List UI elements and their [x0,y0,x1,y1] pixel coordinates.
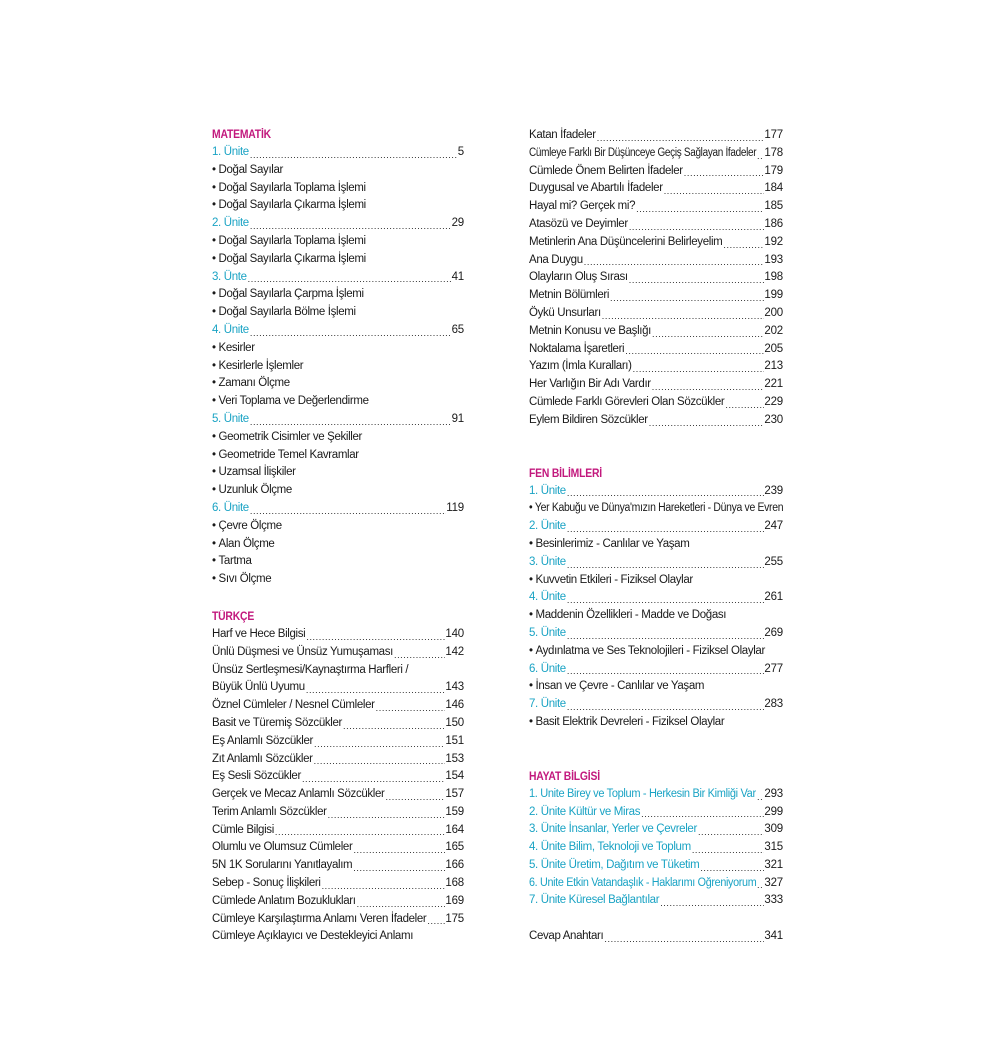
toc-entry-page: 341 [764,930,783,943]
toc-entry-page: 165 [445,841,464,854]
toc-entry-label: • Tartma [212,553,252,571]
toc-entry-page: 277 [764,662,783,675]
toc-entry-page: 143 [445,681,464,694]
dot-leader [249,144,458,162]
toc-entry[interactable] [529,127,783,145]
toc-subitem [212,536,464,554]
toc-entry-label: • Kesirlerle İşlemler [212,358,303,376]
toc-entry-label: • Besinlerimiz - Canlılar ve Yaşam [529,536,689,554]
dot-leader [305,679,446,697]
toc-entry[interactable] [212,644,464,662]
section-title-turkce: TÜRKÇE [212,610,255,623]
toc-unit-entry[interactable] [529,625,783,643]
toc-entry-label: • Maddenin Özellikleri - Madde ve Doğası [529,607,726,625]
dot-leader [603,928,764,946]
toc-entry[interactable] [529,875,783,893]
dot-leader [583,252,765,270]
toc-entry-label: • Doğal Sayılarla Toplama İşlemi [212,233,366,251]
section-title-fen: FEN BİLİMLERİ [529,467,602,480]
toc-entry-page: 309 [764,823,783,836]
dot-leader [659,892,764,910]
toc-entry-label: • Uzunluk Ölçme [212,482,292,500]
toc-unit-entry[interactable] [212,215,464,233]
toc-entry-page: 239 [764,484,783,497]
toc-entry-label: Hayal mi? Gerçek mi? [529,200,636,213]
toc-entry[interactable] [212,857,464,875]
toc-entry-label: 1. Ünite Birey ve Toplum - Herkesin Bir Kimliği Var [529,787,756,800]
toc-entry-page: 185 [764,200,783,213]
toc-entry-page: 199 [764,289,783,302]
toc-unit-entry[interactable] [529,518,783,536]
toc-entry-label: • Doğal Sayılar [212,162,283,180]
dot-leader [301,768,445,786]
toc-subitem [212,375,464,393]
toc-entry [212,928,464,946]
toc-entry-page: 261 [764,591,783,604]
dot-leader [722,234,764,252]
toc-entry-page: 299 [764,805,783,818]
dot-leader [305,626,445,644]
toc-entry[interactable] [529,145,783,163]
toc-entry-label: • Doğal Sayılarla Çıkarma İşlemi [212,251,366,269]
toc-entry[interactable] [529,323,783,341]
dot-leader [566,589,765,607]
toc-entry-page: 327 [764,876,783,889]
toc-entry-label: Katan İfadeler [529,129,596,141]
toc-list-turkce-continued [529,127,783,430]
toc-entry-label: • İnsan ve Çevre - Canlılar ve Yaşam [529,678,704,696]
toc-entry-label: Terim Anlamlı Sözcükler [212,805,327,818]
toc-entry[interactable] [529,198,783,216]
dot-leader [724,394,764,412]
toc-entry-label: Cümleye Açıklayıcı ve Destekleyici Anlamı [212,930,414,943]
toc-subitem [529,607,783,625]
toc-entry-label: • Geometride Temel Kavramlar [212,447,359,465]
dot-leader [628,269,765,287]
toc-subitem [212,251,464,269]
toc-entry-label: Atasözü ve Deyimler [529,217,628,230]
toc-entry-label: • Doğal Sayılarla Çıkarma İşlemi [212,197,366,215]
dot-leader [385,786,446,804]
toc-entry-label: • Kuvvetin Etkileri - Fiziksel Olaylar [529,572,693,590]
toc-entry-label: • Doğal Sayılarla Toplama İşlemi [212,180,366,198]
dot-leader [566,661,765,679]
toc-unit-entry[interactable] [212,500,464,518]
toc-subitem [212,571,464,589]
toc-entry[interactable] [212,804,464,822]
toc-entry-label: • Kesirler [212,340,255,358]
toc-entry-page: 229 [764,395,783,408]
toc-unit-entry[interactable] [212,269,464,287]
toc-entry-label: Cümlede Farklı Görevleri Olan Sözcükler [529,395,725,408]
dot-leader [356,893,446,911]
toc-entry-label: Ünsüz Sertleşmesi/Kaynaştırma Harfleri / [212,663,409,676]
toc-entry[interactable] [529,412,783,430]
dot-leader [628,216,765,234]
toc-entry-label: 3. Ünte [212,270,247,283]
toc-entry-label: 6. Ünite [212,501,249,514]
toc-entry-label: 3. Ünite İnsanlar, Yerler ve Çevreler [529,823,697,836]
toc-entry-page: 192 [764,235,783,248]
toc-entry-page: 177 [764,129,783,141]
toc-entry-page: 65 [451,323,464,336]
toc-entry[interactable] [212,893,464,911]
toc-entry-label: • Uzamsal İlişkiler [212,464,296,482]
toc-entry[interactable] [212,715,464,733]
toc-entry-page: 283 [764,698,783,711]
toc-entry-label: Her Varlığın Bir Adı Vardır [529,378,651,391]
toc-entry-label: 4. Ünite [529,591,566,604]
toc-entry-label: 1. Ünite [212,146,249,158]
dot-leader [566,625,765,643]
dot-leader [596,127,765,145]
toc-list-fen [529,483,783,732]
toc-entry-page: 321 [764,858,783,871]
toc-entry-label: Yazım (İmla Kuralları) [529,360,632,373]
toc-entry[interactable] [212,911,464,929]
toc-entry-label: Eş Sesli Sözcükler [212,770,301,783]
toc-entry-page: 178 [764,146,783,159]
dot-leader [635,198,764,216]
toc-unit-entry[interactable] [529,554,783,572]
toc-subitem [212,447,464,465]
toc-subitem [529,678,783,696]
dot-leader [651,376,765,394]
toc-entry-label: • Doğal Sayılarla Çarpma İşlemi [212,286,364,304]
dot-leader [566,518,765,536]
dot-leader [274,822,445,840]
dot-leader [327,804,446,822]
dot-leader [756,786,764,804]
toc-entry[interactable] [529,857,783,875]
toc-subitem [212,429,464,447]
dot-leader [247,269,452,287]
toc-entry-label: Ünlü Düşmesi ve Ünsüz Yumuşaması [212,645,393,658]
toc-entry-label: 5. Ünite Üretim, Dağıtım ve Tüketim [529,858,700,871]
toc-entry-label: Gerçek ve Mecaz Anlamlı Sözcükler [212,788,385,801]
toc-entry-label: 5. Ünite [529,626,566,639]
toc-entry-label: Sebep - Sonuç İlişkileri [212,877,321,890]
toc-entry-label: Eylem Bildiren Sözcükler [529,413,648,426]
dot-leader [375,697,446,715]
toc-subitem [212,233,464,251]
dot-leader [566,483,765,501]
toc-entry[interactable] [529,892,783,910]
toc-entry-label: Metnin Konusu ve Başlığı [529,324,652,337]
toc-entry-label: Noktalama İşaretleri [529,342,625,355]
dot-leader [648,412,765,430]
toc-entry[interactable] [529,839,783,857]
toc-subitem [529,500,783,518]
toc-entry-page: 255 [764,555,783,568]
toc-subitem [212,518,464,536]
toc-entry-page: 29 [451,217,464,230]
toc-entry-page: 151 [445,734,464,747]
dot-leader [249,500,446,518]
toc-subitem [529,643,783,661]
toc-unit-entry[interactable] [529,483,783,501]
toc-entry-page: 198 [764,271,783,284]
dot-leader [640,804,764,822]
toc-subitem [212,162,464,180]
toc-unit-entry[interactable] [212,322,464,340]
toc-entry[interactable] [529,341,783,359]
dot-leader [601,305,765,323]
dot-leader [651,323,764,341]
toc-entry[interactable] [212,697,464,715]
dot-leader [249,411,452,429]
toc-entry-label: 5. Ünite [212,412,249,425]
toc-entry-label: Cümlede Anlatım Bozuklukları [212,894,356,907]
toc-entry[interactable] [529,786,783,804]
toc-entry[interactable] [529,287,783,305]
toc-entry-label: Metnin Bölümleri [529,289,610,302]
toc-entry[interactable] [529,804,783,822]
dot-leader [683,163,765,181]
toc-entry-label: Ana Duygu [529,253,583,266]
section-title-matematik: MATEMATİK [212,129,271,141]
toc-entry-page: 169 [445,894,464,907]
toc-entry-label: Basit ve Türemiş Sözcükler [212,716,343,729]
toc-entry[interactable] [529,394,783,412]
toc-subitem [212,482,464,500]
dot-leader [426,911,445,929]
toc-subitem [212,340,464,358]
toc-entry[interactable] [529,234,783,252]
toc-entry-page: 179 [764,164,783,177]
dot-leader [321,875,446,893]
toc-entry[interactable] [529,180,783,198]
dot-leader [699,857,764,875]
dot-leader [393,644,445,662]
toc-entry-page: 175 [445,912,464,925]
toc-entry-page: 157 [445,788,464,801]
toc-entry-label: 4. Ünite Bilim, Teknoloji ve Toplum [529,841,691,854]
dot-leader [352,857,445,875]
section-title-hayat: HAYAT BİLGİSİ [529,770,600,783]
toc-entry-label: • Basit Elektrik Devreleri - Fiziksel Olaylar [529,714,724,732]
toc-entry-label: 5N 1K Sorularını Yanıtlayalım [212,859,353,872]
toc-entry-page: 200 [764,306,783,319]
toc-entry-page: 168 [445,877,464,890]
toc-entry-label: Cümleye Farklı Bir Düşünceye Geçiş Sağlayan İfadeler [529,146,757,159]
toc-entry-label: • Alan Ölçme [212,536,274,554]
toc-entry-page: 247 [764,520,783,533]
dot-leader [313,751,446,769]
toc-subitem [529,536,783,554]
toc-entry[interactable] [529,376,783,394]
toc-entry-label: 2. Ünite [212,217,249,230]
toc-entry-label: Olayların Oluş Sırası [529,271,628,284]
toc-subitem [212,393,464,411]
toc-entry-label: 7. Ünite Küresel Bağlantılar [529,894,660,907]
toc-entry-cevap[interactable] [529,928,783,946]
toc-entry [212,662,464,680]
toc-entry-page: 119 [446,501,464,514]
toc-entry[interactable] [212,839,464,857]
toc-entry-page: 164 [445,823,464,836]
toc-entry[interactable] [529,163,783,181]
toc-entry[interactable] [212,679,464,697]
toc-entry-page: 186 [764,217,783,230]
toc-entry[interactable] [529,305,783,323]
toc-entry-page: 193 [764,253,783,266]
toc-subitem [212,464,464,482]
toc-list-turkce [212,626,464,946]
toc-unit-entry[interactable] [529,696,783,714]
toc-entry-label: 2. Ünite Kültür ve Miras [529,805,641,818]
toc-entry-page: 230 [764,413,783,426]
toc-entry[interactable] [212,875,464,893]
toc-entry-label: Eş Anlamlı Sözcükler [212,734,314,747]
toc-entry-label: 4. Ünite [212,323,249,336]
toc-entry[interactable] [212,751,464,769]
toc-entry[interactable] [212,822,464,840]
toc-entry-page: 140 [445,627,464,640]
toc-entry[interactable] [212,626,464,644]
dot-leader [756,875,764,893]
toc-entry-page: 150 [445,716,464,729]
toc-entry-label: Harf ve Hece Bilgisi [212,627,306,640]
toc-entry[interactable] [529,821,783,839]
toc-subitem [212,286,464,304]
toc-subitem [212,180,464,198]
toc-entry-page: 213 [764,360,783,373]
toc-entry-label: Cümleye Karşılaştırma Anlamı Veren İfadeler [212,912,427,925]
toc-subitem [212,197,464,215]
toc-unit-entry[interactable] [529,589,783,607]
toc-entry-label: Cümle Bilgisi [212,823,274,836]
toc-entry-label: 1. Ünite [529,484,566,497]
toc-subitem [212,553,464,571]
toc-entry-label: 7. Ünite [529,698,566,711]
toc-entry-label: 2. Ünite [529,520,566,533]
toc-entry-label: • Zamanı Ölçme [212,375,290,393]
dot-leader [632,358,765,376]
toc-entry-page: 221 [764,378,783,391]
toc-entry[interactable] [529,269,783,287]
toc-entry-page: 154 [445,770,464,783]
toc-entry-page: 142 [445,645,464,658]
toc-entry[interactable] [529,216,783,234]
dot-leader [624,341,764,359]
toc-list-matematik [212,144,464,589]
toc-subitem [212,304,464,322]
toc-entry-page: 205 [764,342,783,355]
toc-subitem [529,714,783,732]
dot-leader [352,839,445,857]
toc-entry[interactable] [529,252,783,270]
dot-leader [342,715,445,733]
toc-entry-page: 293 [764,787,783,800]
toc-entry-label: Öykü Unsurları [529,306,601,319]
toc-entry-page: 202 [764,324,783,337]
toc-entry[interactable] [212,733,464,751]
toc-entry-label: • Çevre Ölçme [212,518,282,536]
toc-entry-label: 3. Ünite [529,555,566,568]
toc-entry-page: 166 [445,859,464,872]
toc-entry-label: 6. Ünite [529,662,566,675]
toc-entry[interactable] [212,786,464,804]
toc-unit-entry[interactable] [212,144,464,162]
toc-entry-page: 315 [764,841,783,854]
toc-entry-label: Cümlede Önem Belirten İfadeler [529,164,683,177]
toc-entry-page: 5 [457,146,464,158]
toc-entry-label: Cevap Anahtarı [529,930,604,943]
toc-entry-label: Zıt Anlamlı Sözcükler [212,752,313,765]
dot-leader [313,733,445,751]
dot-leader [249,215,452,233]
dot-leader [697,821,764,839]
toc-list-hayat [529,786,783,911]
toc-entry-page: 41 [451,270,464,283]
toc-entry-page: 184 [764,182,783,195]
toc-entry-label: • Geometrik Cisimler ve Şekiller [212,429,362,447]
left-column [212,127,464,946]
dot-leader [609,287,764,305]
toc-entry-label: Olumlu ve Olumsuz Cümleler [212,841,353,854]
toc-entry-label: • Doğal Sayılarla Bölme İşlemi [212,304,356,322]
toc-entry-label: Duygusal ve Abartılı İfadeler [529,182,663,195]
toc-entry-label: • Veri Toplama ve Değerlendirme [212,393,369,411]
toc-unit-entry[interactable] [529,661,783,679]
toc-entry-label: Büyük Ünlü Uyumu [212,681,305,694]
toc-subitem [212,358,464,376]
toc-entry[interactable] [529,358,783,376]
toc-entry-page: 91 [451,412,464,425]
dot-leader [663,180,765,198]
toc-entry-label: • Sıvı Ölçme [212,571,271,589]
toc-entry-page: 153 [445,752,464,765]
dot-leader [566,696,765,714]
toc-entry-label: • Yer Kabuğu ve Dünya'mızın Hareketleri - Dünya ve Evren [529,500,759,518]
toc-entry-label: 6. Ünite Etkin Vatandaşlık - Haklarımı Öğreniyorum [529,876,757,889]
toc-entry-label: Metinlerin Ana Düşüncelerini Belirleyelim [529,235,723,248]
toc-entry[interactable] [212,768,464,786]
dot-leader [249,322,452,340]
dot-leader [756,145,764,163]
right-column [529,127,783,946]
dot-leader [691,839,765,857]
toc-entry-label: Öznel Cümleler / Nesnel Cümleler [212,699,375,712]
toc-unit-entry[interactable] [212,411,464,429]
toc-entry-label: • Aydınlatma ve Ses Teknolojileri - Fiziksel Olaylar [529,643,765,661]
dot-leader [566,554,765,572]
toc-entry-page: 146 [445,699,464,712]
toc-entry-page: 159 [445,805,464,818]
toc-entry-page: 333 [764,894,783,907]
toc-entry-page: 269 [764,626,783,639]
toc-subitem [529,572,783,590]
